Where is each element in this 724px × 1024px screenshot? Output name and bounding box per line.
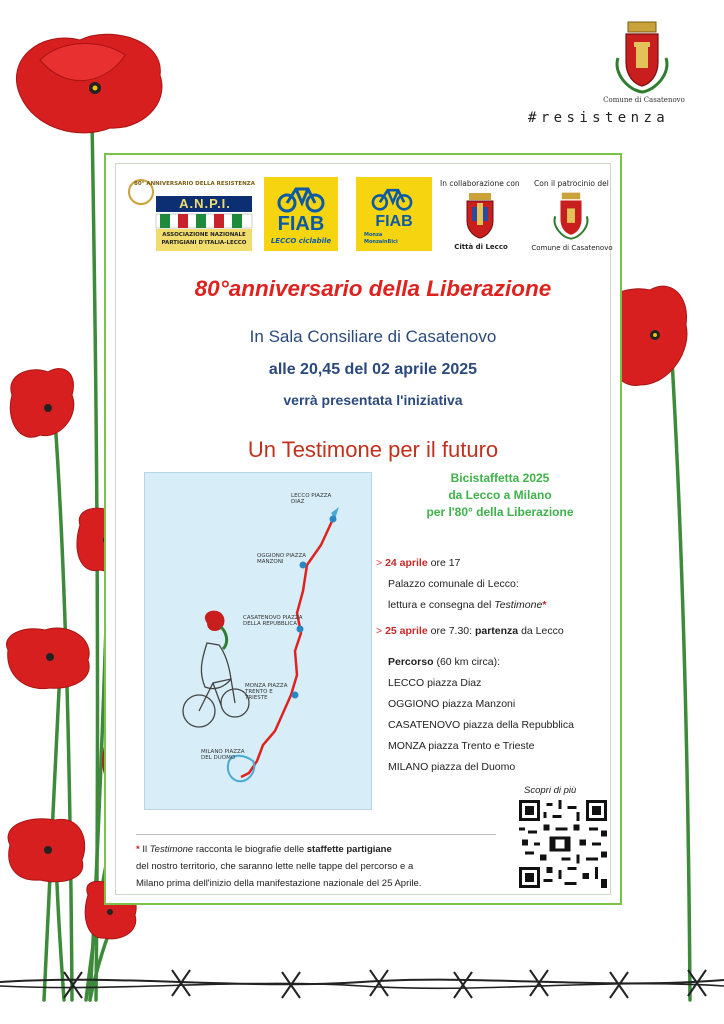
- event1-desc-item: Testimone: [494, 599, 543, 611]
- footnote-line3: Milano prima dell'inizio della manifestazione nazionale del 25 Aprile.: [136, 878, 422, 889]
- event2-action: partenza: [474, 625, 519, 637]
- qr-label: Scopri di più: [524, 785, 577, 796]
- relay-line2: da Lecco a Milano: [448, 488, 552, 502]
- initiative-subtitle: Un Testimone per il futuro: [247, 437, 499, 462]
- anpi-full-line2: PARTIGIANI D'ITALIA-LECCO: [161, 240, 247, 246]
- fiab-monza-sub1: Monza: [364, 232, 383, 238]
- event-card: [104, 153, 622, 905]
- footnote-divider: [136, 834, 496, 835]
- event2-time: ore 7.30:: [427, 625, 475, 637]
- presented-line: verrà presentata l'iniziativa: [283, 392, 463, 408]
- footnote-star: *: [136, 844, 140, 855]
- anpi-logo: [126, 176, 254, 254]
- patrocinio-label: Con il patrocinio del: [534, 179, 609, 188]
- event1-desc-prefix: lettura e consegna del: [388, 599, 495, 611]
- event-25-april: [376, 625, 564, 637]
- qr-code[interactable]: [519, 800, 607, 888]
- card-inner-frame: [115, 163, 611, 895]
- route-distance: (60 km circa):: [433, 656, 501, 668]
- footnote-line1: [136, 841, 516, 858]
- footnote-pre: Il: [139, 844, 150, 855]
- relay-line1: Bicistaffetta 2025: [450, 471, 550, 485]
- route-map-drawing: [145, 473, 371, 809]
- event1-time: ore 17: [427, 557, 461, 569]
- anpi-name: A.N.P.I.: [179, 196, 231, 211]
- footnote-item: Testimone: [149, 844, 194, 855]
- casatenovo-crest-icon: [608, 18, 676, 94]
- event2-date: 25 aprile: [385, 625, 428, 637]
- date-line: alle 20,45 del 02 aprile 2025: [268, 361, 478, 378]
- footnote-line2: del nostro territorio, che saranno lette nelle tappe del percorso e a: [136, 861, 414, 872]
- barbed-wire-decoration: [0, 960, 724, 1010]
- fiab-monza-sub2: MonzainBici: [364, 239, 398, 245]
- anpi-anniversary: 80° ANNIVERSARIO DELLA RESISTENZA: [134, 181, 255, 187]
- event-marker-2: >: [376, 625, 383, 637]
- lecco-name: Città di Lecco: [454, 243, 508, 251]
- main-title: 80°anniversario della Liberazione: [194, 276, 552, 301]
- fiab-lecco-sub: LECCO ciclabile: [270, 237, 332, 245]
- footnote-mid: racconta le biografie delle: [193, 844, 307, 855]
- event1-date: 24 aprile: [385, 557, 428, 569]
- fiab-lecco-name: FIAB: [277, 213, 325, 235]
- bicycle-icon: [276, 183, 326, 213]
- footnote: [136, 841, 516, 892]
- route-stop: CASATENOVO piazza della Repubblica: [388, 719, 574, 731]
- footnote-strong: staffette partigiane: [306, 844, 392, 855]
- map-label-monza: MONZA PIAZZA TRENTO E TRIESTE: [245, 683, 288, 701]
- relay-line3: per l'80° della Liberazione: [426, 505, 574, 519]
- route-stop: LECCO piazza Diaz: [388, 677, 482, 689]
- map-label-lecco: LECCO PIAZZA DIAZ: [291, 493, 332, 505]
- fiab-monza-name: FIAB: [375, 213, 413, 230]
- map-label-casatenovo: CASATENOVO PIAZZA DELLA REPUBBLICA: [243, 615, 303, 627]
- event2-from: da Lecco: [518, 625, 564, 637]
- casatenovo-crest-small-icon: [546, 190, 596, 240]
- relay-heading: [370, 470, 630, 521]
- bicycle-icon: [370, 185, 414, 211]
- venue-line: In Sala Consiliare di Casatenovo: [249, 327, 497, 346]
- comune-label: Comune di Casatenovo: [603, 96, 685, 104]
- casatenovo-name: Comune di Casatenovo: [531, 244, 613, 252]
- route-stop: OGGIONO piazza Manzoni: [388, 698, 516, 710]
- route-map: [144, 472, 372, 810]
- fiab-monza-logo: [356, 177, 432, 251]
- event-marker: >: [376, 557, 383, 569]
- route-stop: MILANO piazza del Duomo: [388, 761, 516, 773]
- map-label-oggiono: OGGIONO PIAZZA MANZONI: [257, 553, 306, 565]
- event1-desc: [388, 599, 546, 611]
- route-heading: [388, 656, 500, 668]
- event-24-april: [376, 557, 460, 569]
- hashtag: #resistenza: [528, 110, 670, 126]
- map-label-milano: MILANO PIAZZA DEL DUOMO: [201, 749, 245, 761]
- lecco-crest-icon: [463, 191, 497, 239]
- anpi-full-line1: ASSOCIAZIONE NAZIONALE: [162, 232, 246, 238]
- route-title: Percorso: [388, 656, 434, 668]
- event1-star: *: [542, 599, 547, 611]
- route-stop: MONZA piazza Trento e Trieste: [388, 740, 535, 752]
- collab-label: In collaborazione con: [440, 179, 520, 188]
- fiab-lecco-logo: [264, 177, 338, 251]
- event1-place: Palazzo comunale di Lecco:: [388, 578, 519, 590]
